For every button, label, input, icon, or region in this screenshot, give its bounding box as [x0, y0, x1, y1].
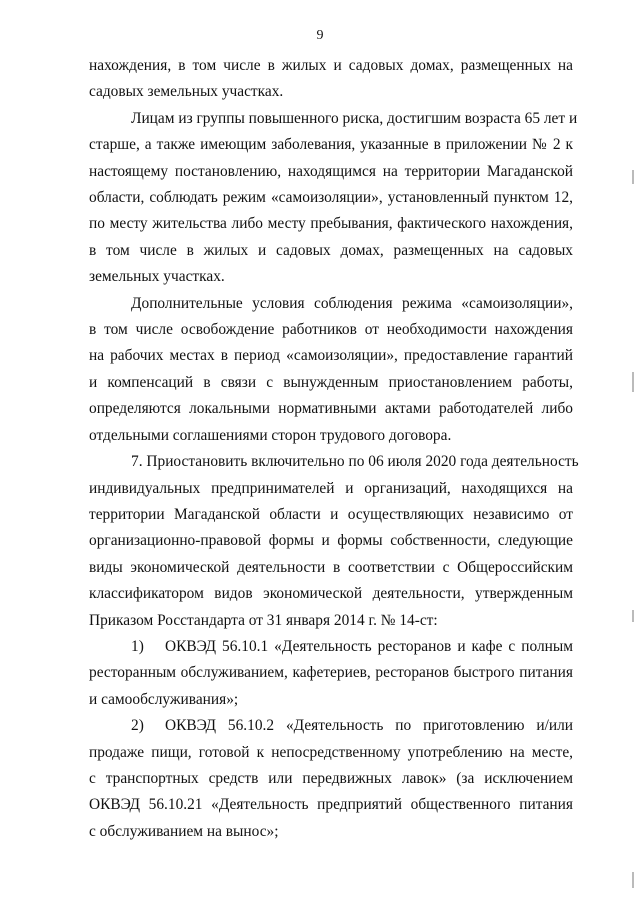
text-line: ОКВЭД 56.10.21 «Деятельность предприятий общественного питания: [89, 796, 573, 814]
scan-mark: [632, 170, 634, 184]
text-line: виды экономической деятельности в соответствии с Общероссийским: [89, 558, 573, 576]
paragraph-additional-conditions: [89, 291, 573, 449]
text-line: и компенсаций в связи с вынужденным приостановлением работы,: [89, 373, 573, 391]
page-number: 9: [316, 28, 324, 43]
text-line: Лицам из группы повышенного риска, достигшим возраста 65 лет и: [131, 109, 578, 127]
list-item-number: 2): [131, 717, 144, 735]
text-line: территории Магаданской области и осуществляющих независимо от: [89, 505, 573, 523]
text-line: старше, а также имеющим заболевания, указанные в приложении № 2 к: [89, 136, 573, 154]
text-line: настоящему постановлению, находящимся на территории Магаданской: [89, 162, 573, 180]
text-line: определяются локальными нормативными актами работодателей либо: [89, 400, 573, 418]
text-line: продаже пищи, готовой к непосредственному употреблению на месте,: [89, 743, 573, 761]
text-line: Дополнительные условия соблюдения режима «самоизоляции»,: [131, 294, 573, 312]
text-line: отдельными соглашениями сторон трудового договора.: [89, 426, 452, 444]
text-line: с транспортных средств или передвижных лавок» (за исключением: [89, 769, 573, 787]
text-line: классификатором видов экономической деятельности, утвержденным: [89, 585, 573, 603]
scan-mark: [632, 372, 634, 392]
text-line: в том числе в жилых и садовых домах, размещенных на садовых: [89, 241, 573, 259]
paragraph-high-risk-group: [89, 106, 578, 291]
scan-edge-artifacts: [620, 0, 640, 905]
paragraph-continuation: [89, 53, 573, 106]
text-line: ресторанным обслуживанием, кафетериев, ресторанов быстрого питания: [89, 664, 573, 682]
text-line: в том числе освобождение работников от необходимости нахождения: [89, 321, 573, 339]
text-line: с обслуживанием на вынос»;: [89, 822, 279, 840]
paragraph-clause-7: [89, 449, 579, 634]
text-line: 7. Приостановить включительно по 06 июля 2020 года деятельность: [131, 453, 579, 471]
text-line: области, соблюдать режим «самоизоляции», установленный пунктом 12,: [89, 189, 573, 207]
text-line: [89, 713, 573, 739]
text-line: организационно-правовой формы и формы собственности, следующие: [89, 532, 573, 550]
list-item-text: ОКВЭД 56.10.2 «Деятельность по приготовлению и/или: [165, 717, 573, 735]
text-line: земельных участках.: [89, 268, 225, 286]
scan-mark: [632, 610, 634, 622]
document-body: [89, 53, 579, 845]
text-line: садовых земельных участках.: [89, 83, 284, 101]
text-line: индивидуальных предпринимателей и организаций, находящихся на: [89, 479, 573, 497]
text-line: и самообслуживания»;: [89, 690, 239, 708]
list-item-okved-56-10-1: [89, 634, 573, 713]
scan-mark: [632, 872, 634, 888]
text-line: на рабочих местах в период «самоизоляции», предоставление гарантий: [89, 347, 573, 365]
list-item-text: ОКВЭД 56.10.1 «Деятельность ресторанов и кафе с полным: [165, 637, 573, 655]
text-line: нахождения, в том числе в жилых и садовых домах, размещенных на: [89, 57, 573, 74]
text-line: по месту жительства либо месту пребывания, фактического нахождения,: [89, 215, 573, 233]
list-item-okved-56-10-2: [89, 713, 573, 845]
text-line: Приказом Росстандарта от 31 января 2014 г. № 14-ст:: [89, 611, 438, 629]
list-item-number: 1): [131, 637, 144, 655]
text-line: [89, 634, 573, 660]
